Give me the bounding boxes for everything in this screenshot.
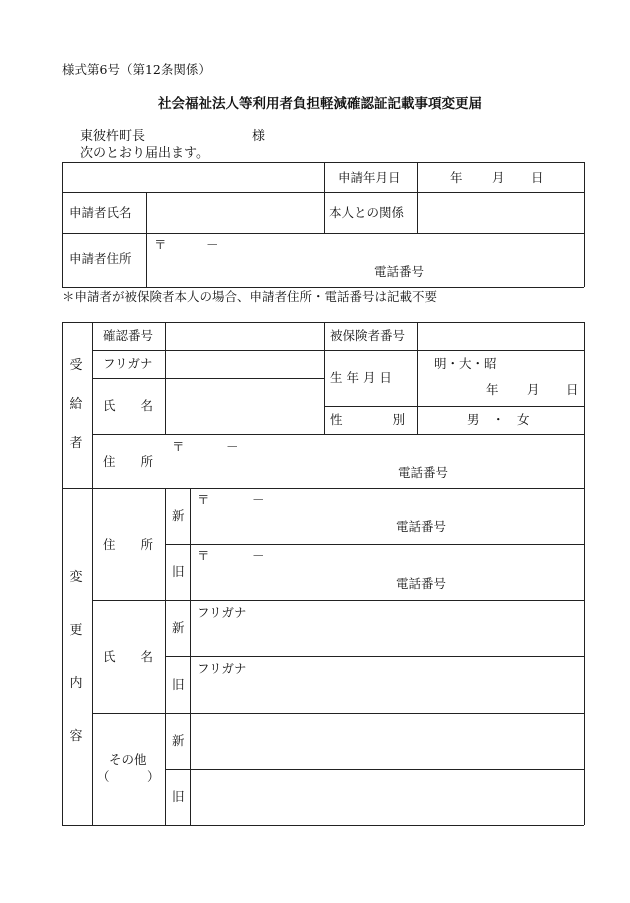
era-options: 明・大・昭 xyxy=(434,356,497,371)
change-other-label: その他 xyxy=(109,752,147,767)
new-other-field[interactable] xyxy=(191,714,583,768)
birth-day-unit: 日 xyxy=(566,382,579,397)
recipient-char-2: 給 xyxy=(69,397,83,412)
page-title: 社会福祉法人等利用者負担軽減確認証記載事項変更届 xyxy=(158,96,482,112)
furigana-field[interactable] xyxy=(166,351,323,377)
postal-dash: － xyxy=(252,492,265,507)
change-name-label: 氏 名 xyxy=(103,649,154,664)
applicant-name-field[interactable] xyxy=(147,193,323,232)
old-label: 旧 xyxy=(172,789,185,804)
furigana-label: フリガナ xyxy=(103,356,153,371)
birth-month-unit: 月 xyxy=(527,382,540,397)
form-number: 様式第6号（第12条関係） xyxy=(62,62,211,77)
change-other-paren: （ ） xyxy=(97,769,160,784)
recipient-address-label: 住 所 xyxy=(103,454,154,469)
changes-char-2: 更 xyxy=(69,623,83,638)
postal-mark: 〒 xyxy=(172,439,185,454)
birthdate-label: 生 年 月 日 xyxy=(330,370,392,385)
insured-no-field[interactable] xyxy=(418,323,583,349)
new-label: 新 xyxy=(172,733,185,748)
furigana-label: フリガナ xyxy=(197,605,247,620)
furigana-label: フリガナ xyxy=(197,661,247,676)
confirm-no-field[interactable] xyxy=(166,323,323,349)
phone-label: 電話番号 xyxy=(396,519,447,534)
sex-options[interactable]: 男 ・ 女 xyxy=(467,412,530,427)
new-label: 新 xyxy=(172,508,185,523)
recipient-name-field[interactable] xyxy=(166,379,323,433)
birth-year-unit: 年 xyxy=(486,382,499,397)
postal-dash: － xyxy=(252,548,265,563)
recipient-char-1: 受 xyxy=(69,358,83,373)
old-name-field[interactable] xyxy=(191,657,583,712)
postal-dash: － xyxy=(226,439,239,454)
old-other-field[interactable] xyxy=(191,770,583,824)
recipient-char-3: 者 xyxy=(69,436,83,451)
relation-label: 本人との関係 xyxy=(329,205,405,220)
old-label: 旧 xyxy=(172,677,185,692)
intro-text: 次のとおり届出ます。 xyxy=(80,146,209,161)
applicant-address-label: 申請者住所 xyxy=(69,251,132,266)
date-day-unit: 日 xyxy=(531,170,544,185)
postal-mark: 〒 xyxy=(154,237,167,252)
insured-no-label: 被保険者番号 xyxy=(330,328,406,343)
change-address-label: 住 所 xyxy=(103,537,154,552)
recipient-address-field[interactable] xyxy=(166,435,583,487)
date-month-unit: 月 xyxy=(492,170,505,185)
changes-char-1: 変 xyxy=(69,570,83,585)
new-address-field[interactable] xyxy=(191,489,583,543)
old-label: 旧 xyxy=(172,564,185,579)
old-address-field[interactable] xyxy=(191,545,583,599)
addressee-honorific: 様 xyxy=(252,129,266,144)
changes-char-4: 容 xyxy=(69,729,83,744)
sex-label: 性 別 xyxy=(330,412,406,427)
application-date-label: 申請年月日 xyxy=(338,170,401,185)
phone-label: 電話番号 xyxy=(398,465,449,480)
postal-mark: 〒 xyxy=(197,492,210,507)
addressee-name: 東彼杵町長 xyxy=(80,129,146,144)
date-year-unit: 年 xyxy=(450,170,463,185)
new-name-field[interactable] xyxy=(191,601,583,655)
phone-label: 電話番号 xyxy=(396,576,447,591)
applicant-address-field[interactable] xyxy=(147,234,583,286)
postal-dash: － xyxy=(206,237,219,252)
confirm-no-label: 確認番号 xyxy=(103,328,154,343)
note-text: ＊申請者が被保険者本人の場合、申請者住所・電話番号は記載不要 xyxy=(62,289,438,304)
postal-mark: 〒 xyxy=(197,548,210,563)
applicant-name-label: 申請者氏名 xyxy=(69,205,132,220)
changes-char-3: 内 xyxy=(69,676,83,691)
phone-label: 電話番号 xyxy=(374,264,425,279)
relation-field[interactable] xyxy=(418,193,583,232)
new-label: 新 xyxy=(172,620,185,635)
recipient-name-label: 氏 名 xyxy=(103,398,154,413)
